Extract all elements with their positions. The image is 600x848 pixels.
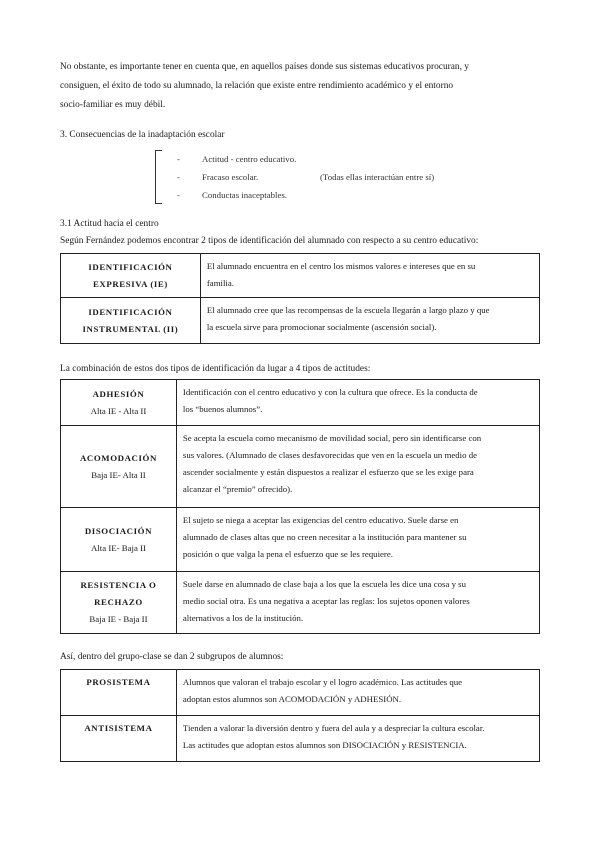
interaction-note: (Todas ellas interactúan entre sí) bbox=[320, 172, 435, 182]
row-label: ADHESIÓN Alta IE - Alta II bbox=[61, 380, 177, 426]
subgroups-intro: Así, dentro del grupo-clase se dan 2 subgrupos de alumnos: bbox=[60, 652, 284, 662]
attitudes-table bbox=[60, 379, 540, 634]
section-31-intro: Según Fernández podemos encontrar 2 tipos de identificación del alumnado con respecto a su centro educativo: bbox=[60, 236, 479, 246]
table-row bbox=[61, 716, 540, 762]
intro-line: No obstante, es importante tener en cuenta que, en aquellos países donde sus sistemas educativos procuran, y bbox=[60, 62, 469, 72]
row-description: Tienden a valorar la diversión dentro y fuera del aula y a despreciar la cultura escolar. Las actitudes que adoptan estos alumnos son DISOCIACIÓN y RESISTENCIA. bbox=[176, 716, 539, 762]
row-description: Alumnos que valoran el trabajo escolar y el logro académico. Las actitudes que adoptan estos alumnos son ACOMODACIÓN y ADHESIÓN. bbox=[176, 670, 539, 716]
intro-line: socio-familiar es muy débil. bbox=[60, 100, 166, 110]
row-label: ANTISISTEMA bbox=[61, 716, 177, 762]
row-label: ACOMODACIÓN Baja IE- Alta II bbox=[61, 426, 177, 508]
intro-line: consiguen, el éxito de todo su alumnado, la relación que existe entre rendimiento académico y el entorno bbox=[60, 81, 454, 91]
row-description: El alumnado encuentra en el centro los mismos valores e intereses que en su familia. bbox=[200, 254, 539, 298]
section-3-title: 3. Consecuencias de la inadaptación escolar bbox=[60, 130, 225, 140]
subgroups-table bbox=[60, 669, 540, 762]
table-row bbox=[61, 298, 540, 344]
consequence-item: - Actitud - centro educativo. bbox=[177, 154, 297, 164]
row-label: IDENTIFICACIÓN INSTRUMENTAL (II) bbox=[61, 298, 201, 344]
combination-intro: La combinación de estos dos tipos de identificación da lugar a 4 tipos de actitudes: bbox=[60, 364, 371, 374]
section-31-title: 3.1 Actitud hacia el centro bbox=[60, 219, 159, 229]
intro-paragraph bbox=[60, 58, 540, 115]
table-row bbox=[61, 508, 540, 572]
row-description: El alumnado cree que las recompensas de la escuela llegarán a largo plazo y que la escuela sirve para promocionar socialmente (ascensión social). bbox=[200, 298, 539, 344]
consequence-item: - Conductas inaceptables. bbox=[177, 190, 288, 200]
row-description: Suele darse en alumnado de clase baja a los que la escuela les dice una cosa y su medio social otra. Es una negativa a aceptar las reglas: los sujetos oponen valores alternativos a los de la institución. bbox=[176, 572, 539, 634]
row-description: Identificación con el centro educativo y con la cultura que ofrece. Es la conducta de los “buenos alumnos”. bbox=[176, 380, 539, 426]
row-label: IDENTIFICACIÓN EXPRESIVA (IE) bbox=[61, 254, 201, 298]
row-description: Se acepta la escuela como mecanismo de movilidad social, pero sin identificarse con sus valores. (Alumnado de clases desfavorecidas que ven en la escuela un medio de ascender socialmente y están dispuestos a realizar el esfuerzo que se les exige para alcanzar el “premio” ofrecido). bbox=[176, 426, 539, 508]
table-row bbox=[61, 254, 540, 298]
consequence-item: - Fracaso escolar. bbox=[177, 172, 259, 182]
identification-table bbox=[60, 253, 540, 344]
consequences-list bbox=[155, 150, 495, 202]
row-label: DISOCIACIÓN Alta IE- Baja II bbox=[61, 508, 177, 572]
row-label: RESISTENCIA O RECHAZO Baja IE - Baja II bbox=[61, 572, 177, 634]
brace-icon bbox=[155, 150, 162, 204]
row-description: El sujeto se niega a aceptar las exigencias del centro educativo. Suele darse en alumnado de clases altas que no creen necesitar a la institución para mantener su posición o que valga la pena el esfuerzo que se les requiere. bbox=[176, 508, 539, 572]
table-row bbox=[61, 426, 540, 508]
table-row bbox=[61, 380, 540, 426]
table-row bbox=[61, 572, 540, 634]
table-row bbox=[61, 670, 540, 716]
row-label: PROSISTEMA bbox=[61, 670, 177, 716]
